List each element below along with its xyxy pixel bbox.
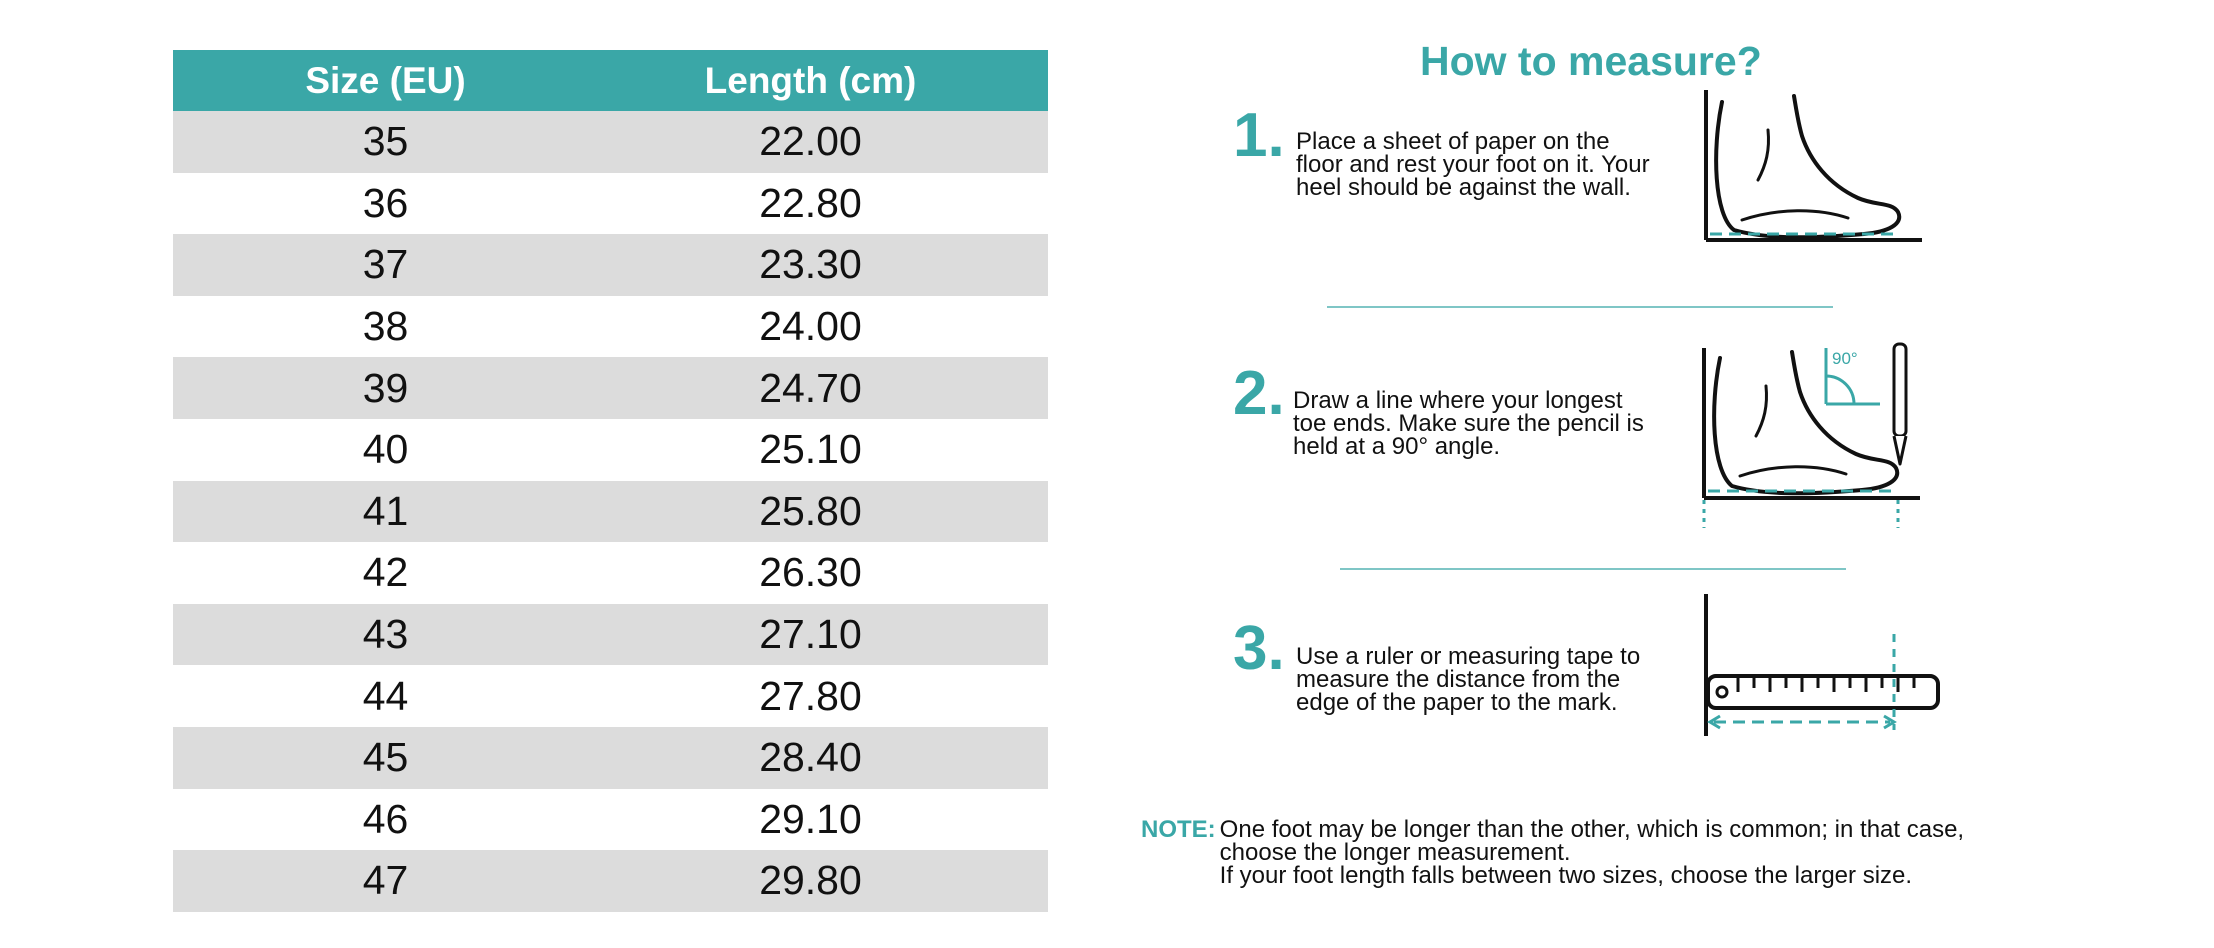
foot-pencil-90-degree-icon [1694,340,1934,530]
length-cell: 24.00 [759,303,862,350]
table-body [173,111,1048,912]
size-cell: 46 [362,795,409,842]
table-row [173,419,1048,481]
note-label: NOTE: [1141,816,1216,843]
measure-title: How to measure? [1420,38,1762,84]
length-cell: 28.40 [759,734,862,781]
note-line-1: One foot may be longer than the other, which is common; in that case, [1219,816,1965,843]
foot-on-paper-icon [1698,90,1930,250]
divider-1 [1327,306,1833,308]
length-cell: 25.80 [759,487,862,534]
length-cell: 26.30 [759,549,862,596]
note-block [1141,818,2201,887]
length-cell: 22.00 [759,118,862,165]
size-cell: 37 [362,241,409,288]
table-row [173,665,1048,727]
step-1-text: Place a sheet of paper on the floor and rest your foot on it. Your heel should be against the wall. [1296,128,1650,201]
length-cell: 22.80 [759,179,862,226]
size-cell: 44 [362,672,409,719]
step-3-number: 3. [1233,614,1285,683]
size-cell: 39 [362,364,409,411]
size-chart-table [173,50,1048,912]
size-cell: 41 [362,487,409,534]
length-cell: 24.70 [759,364,862,411]
length-cell: 29.10 [759,795,862,842]
size-cell: 47 [362,857,409,904]
length-cell: 23.30 [759,241,862,288]
size-cell: 38 [362,303,409,350]
length-cell: 27.10 [759,611,862,658]
table-header [173,50,1048,111]
table-row [173,727,1048,789]
header-size-eu: Size (EU) [305,59,466,101]
note-line-3: If your foot length falls between two sizes, choose the larger size. [1219,862,1913,889]
note-text [1220,818,1964,887]
note-line-2: choose the longer measurement. [1219,839,1571,866]
table-row [173,357,1048,419]
table-row [173,296,1048,358]
size-cell: 42 [362,549,409,596]
table-row [173,111,1048,173]
table-row [173,789,1048,851]
size-cell: 36 [362,179,409,226]
length-cell: 27.80 [759,672,862,719]
table-row [173,542,1048,604]
size-cell: 35 [362,118,409,165]
ruler-measure-icon [1698,590,1946,740]
size-cell: 40 [362,426,409,473]
step-2-number: 2. [1233,359,1285,428]
step-2-text: Draw a line where your longest toe ends. Make sure the pencil is held at a 90° angle. [1293,387,1644,460]
table-row [173,604,1048,666]
table-row [173,481,1048,543]
length-cell: 29.80 [759,857,862,904]
size-cell: 43 [362,611,409,658]
table-row [173,850,1048,912]
table-row [173,173,1048,235]
length-cell: 25.10 [759,426,862,473]
size-cell: 45 [362,734,409,781]
table-row [173,234,1048,296]
header-length-cm: Length (cm) [704,59,917,101]
divider-2 [1340,568,1846,570]
angle-label: 90° [1832,349,1858,368]
step-3-text: Use a ruler or measuring tape to measure the distance from the edge of the paper to the mark. [1296,643,1641,716]
step-1-number: 1. [1233,101,1285,170]
